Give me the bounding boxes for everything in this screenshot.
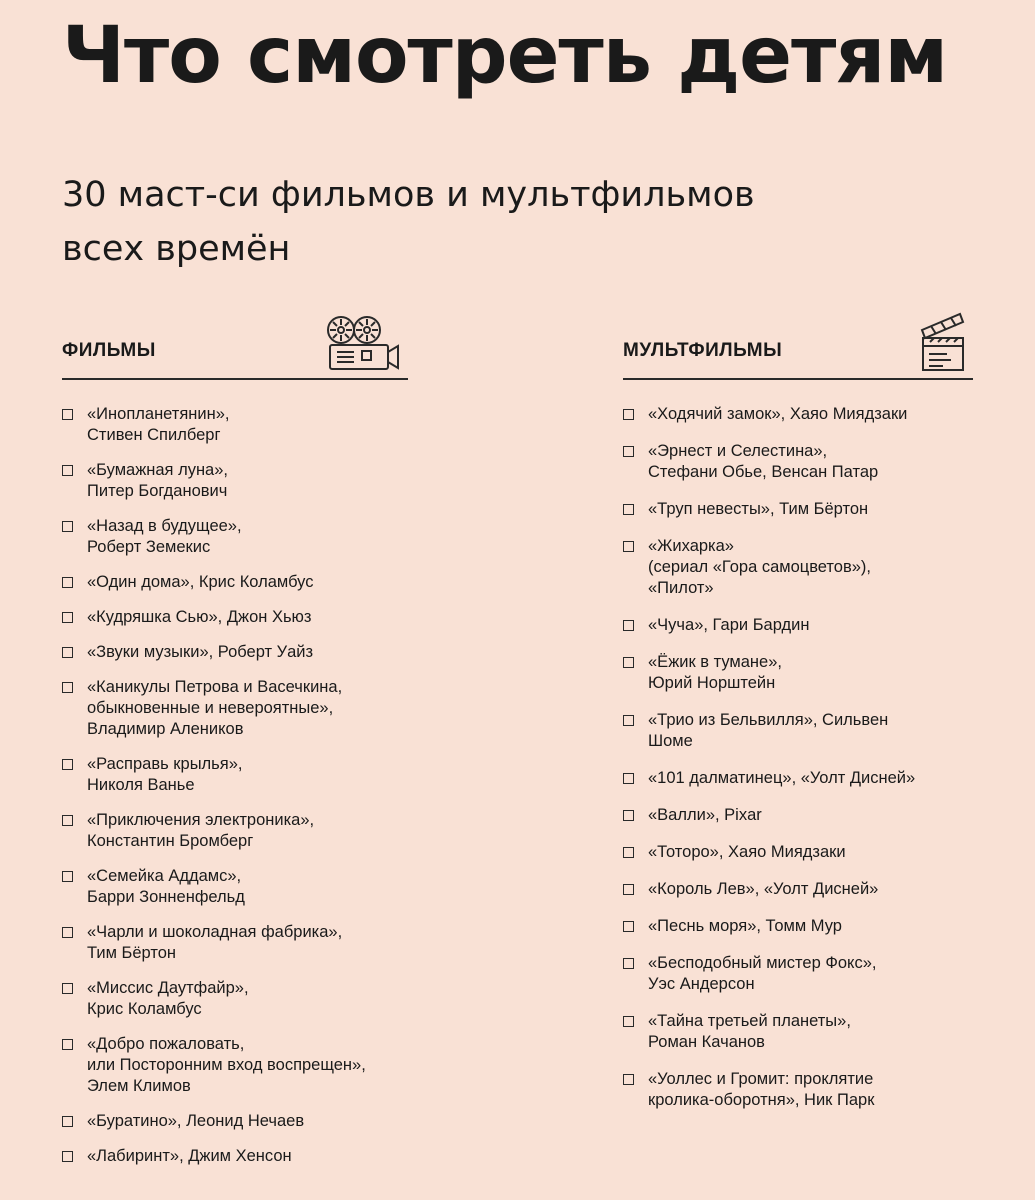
list-item [623,768,973,789]
list-item-text: «Жихарка» [648,537,734,555]
list-item-text: или Посторонним вход воспрещен», [87,1056,366,1074]
list-item [62,978,408,1020]
list-item-text: «Миссис Даутфайр», [87,979,249,997]
list-item [623,710,973,752]
list-item-text: «Буратино», Леонид Нечаев [87,1112,305,1130]
list-item-text: «Эрнест и Селестина», [648,442,828,460]
list-item-text: «Трио из Бельвилля», Сильвен [648,711,889,729]
list-item-text: «Король Лев», «Уолт Дисней» [648,880,879,898]
list-item-text: кролика-оборотня», Ник Парк [648,1091,875,1109]
list-item-text: «Приключения электроника», [87,811,315,829]
list-item [623,441,973,483]
list-item-text: «Инопланетянин», [87,405,230,423]
list-item-text: Элем Климов [87,1077,191,1095]
list-item [62,516,408,558]
checkbox[interactable] [623,773,634,784]
list-item-text: Юрий Норштейн [648,674,776,692]
checkbox[interactable] [62,465,73,476]
list-item [62,607,408,628]
list-item [623,879,973,900]
checkbox[interactable] [623,884,634,895]
list-item [62,404,408,446]
list-item-text: «Пилот» [648,579,714,597]
checkbox[interactable] [623,446,634,457]
list-item-text: «Ёжик в тумане», [648,653,782,671]
checkbox[interactable] [62,682,73,693]
list-item [62,460,408,502]
list-item-text: «Лабиринт», Джим Хенсон [87,1147,292,1165]
list-item [623,1069,973,1111]
page-subtitle [62,168,962,276]
list-item-text: обыкновенные и невероятные», [87,699,334,717]
list-item-text: Роман Качанов [648,1033,765,1051]
list-item-text: «Один дома», Крис Коламбус [87,573,314,591]
list-item [62,677,408,740]
list-item [62,754,408,796]
checkbox[interactable] [62,815,73,826]
cartoons-column [623,308,973,1109]
checkbox[interactable] [623,504,634,515]
list-item [62,642,408,663]
list-item-text: «Назад в будущее», [87,517,242,535]
list-item-text: «Чарли и шоколадная фабрика», [87,923,343,941]
list-item [623,953,973,995]
films-header [62,308,408,380]
list-item-text: «101 далматинец», «Уолт Дисней» [648,769,916,787]
list-item-text: Стефани Обье, Венсан Патар [648,463,879,481]
list-item-text: Константин Бромберг [87,832,254,850]
list-item-text: «Ходячий замок», Хаяо Миядзаки [648,405,908,423]
list-item-text: Шоме [648,732,693,750]
checkbox[interactable] [623,847,634,858]
checkbox[interactable] [623,921,634,932]
checkbox[interactable] [62,521,73,532]
checkbox[interactable] [62,647,73,658]
cartoons-list [623,404,973,1127]
checkbox[interactable] [62,1116,73,1127]
film-projector-icon [324,312,406,379]
checkbox[interactable] [62,983,73,994]
list-item-text: «Добро пожаловать, [87,1035,245,1053]
cartoons-header [623,308,973,380]
list-item-text: Николя Ванье [87,776,195,794]
list-item-text: Крис Коламбус [87,1000,202,1018]
checkbox[interactable] [62,1039,73,1050]
list-item [623,842,973,863]
list-item-text: Уэс Андерсон [648,975,755,993]
list-item-text: Стивен Спилберг [87,426,221,444]
list-item-text: «Чуча», Гари Бардин [648,616,810,634]
list-item-text: (сериал «Гора самоцветов»), [648,558,871,576]
list-item [623,1011,973,1053]
checkbox[interactable] [623,1074,634,1085]
list-item [623,916,973,937]
list-item [623,536,973,599]
cartoons-heading: МУЛЬТФИЛЬМЫ [623,340,783,361]
list-item [62,1111,408,1132]
list-item-text: «Бесподобный мистер Фокс», [648,954,877,972]
list-item-text: Тим Бёртон [87,944,176,962]
page-title: Что смотреть детям [62,11,948,101]
list-item-text: «Каникулы Петрова и Васечкина, [87,678,343,696]
checkbox[interactable] [623,657,634,668]
list-item-text: Барри Зонненфельд [87,888,245,906]
list-item [623,805,973,826]
list-item-text: «Уоллес и Громит: проклятие [648,1070,874,1088]
list-item [62,922,408,964]
list-item [62,1034,408,1097]
list-item-text: «Труп невесты», Тим Бёртон [648,500,869,518]
list-item-text: Питер Богданович [87,482,228,500]
checkbox[interactable] [623,715,634,726]
list-item-text: «Семейка Аддамс», [87,867,242,885]
list-item [62,572,408,593]
checkbox[interactable] [623,620,634,631]
checkbox[interactable] [62,927,73,938]
subtitle-line: 30 маст-си фильмов и мультфильмов [62,175,755,215]
checkbox[interactable] [62,1151,73,1162]
checkbox[interactable] [623,1016,634,1027]
checkbox[interactable] [623,541,634,552]
checkbox[interactable] [62,871,73,882]
list-item-text: Владимир Алеников [87,720,244,738]
list-item [623,404,973,425]
checkbox[interactable] [62,409,73,420]
list-item-text: «Валли», Pixar [648,806,762,824]
list-item [62,810,408,852]
checkbox[interactable] [623,409,634,420]
list-item [62,866,408,908]
list-item-text: «Тоторо», Хаяо Миядзаки [648,843,846,861]
films-list [62,404,408,1181]
list-item [623,615,973,636]
list-item-text: «Кудряшка Сью», Джон Хьюз [87,608,312,626]
films-column [62,308,408,1165]
list-item-text: Роберт Земекис [87,538,211,556]
checkbox[interactable] [623,958,634,969]
checkbox[interactable] [62,577,73,588]
checkbox[interactable] [62,759,73,770]
films-heading: ФИЛЬМЫ [62,340,156,361]
checkbox[interactable] [62,612,73,623]
list-item-text: «Бумажная луна», [87,461,228,479]
list-item [62,1146,408,1167]
checkbox[interactable] [623,810,634,821]
list-item-text: «Песнь моря», Томм Мур [648,917,842,935]
subtitle-line: всех времён [62,229,291,269]
list-item [623,499,973,520]
list-item [623,652,973,694]
list-item-text: «Звуки музыки», Роберт Уайз [87,643,314,661]
list-item-text: «Тайна третьей планеты», [648,1012,851,1030]
clapperboard-icon [917,308,971,379]
list-item-text: «Расправь крылья», [87,755,243,773]
